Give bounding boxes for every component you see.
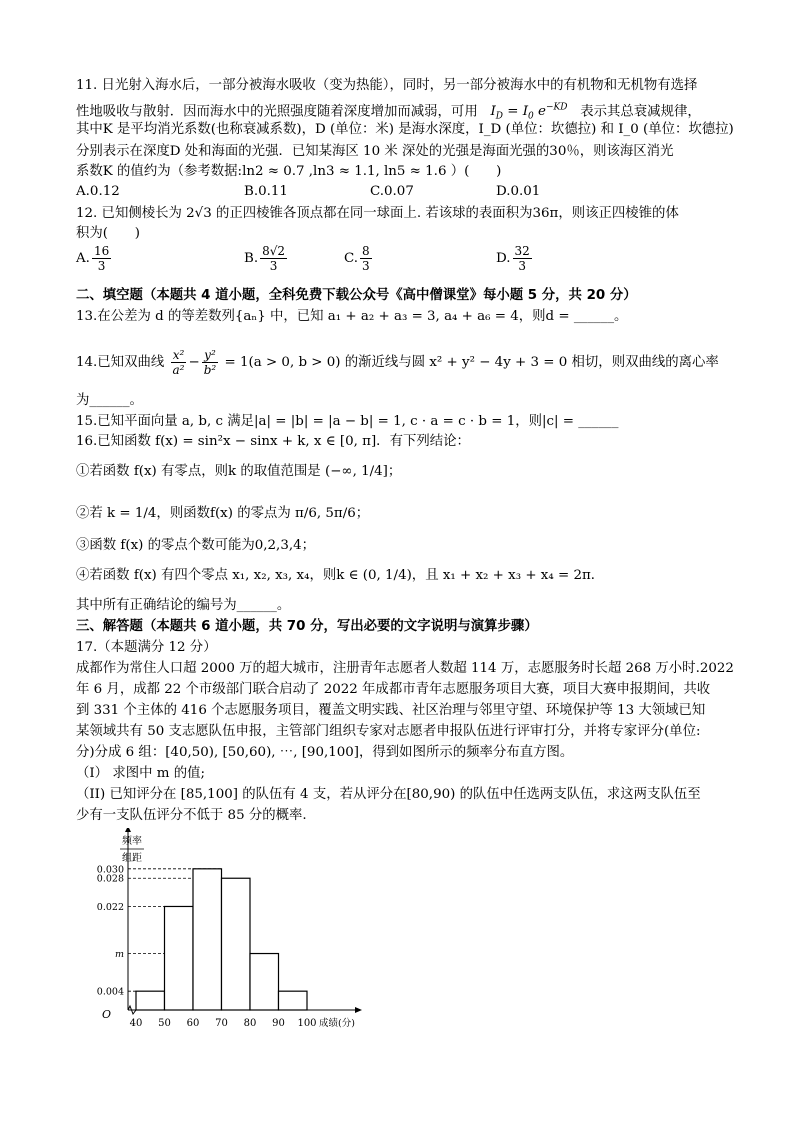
q16-c1: ①若函数 f(x) 有零点，则k 的取值范围是 (−∞, 1/4]； — [76, 464, 402, 479]
frequency-histogram — [90, 828, 390, 1028]
q17-part-ii-2: 少有一支队伍评分不低于 85 分的概率. — [76, 808, 307, 823]
q11-option-b: B.0.11 — [244, 184, 288, 199]
q11-option-c: C.0.07 — [370, 184, 414, 199]
q17-head: 17.（本题满分 12 分） — [76, 640, 217, 655]
origin-label: O — [102, 1008, 112, 1021]
q14-frac-x: $\frac{\text{x²}}{\text{a²}}$ — [172, 348, 185, 377]
q16-last: 其中所有正确结论的编号为______。 — [76, 598, 291, 613]
q12-option-c: C. $\frac{8}{3}$ — [344, 244, 370, 273]
q17-p1: 成都作为常住人口超 2000 万的超大城市，注册青年志愿者人数超 114 万，志愿服务时长超 268 万小时.2022 — [76, 661, 734, 676]
q17-p2: 年 6 月，成都 22 个市级部门联合启动了 2022 年成都市青年志愿服务项目大赛，项目大赛申报期间，共收 — [76, 682, 711, 697]
q11-formula: $I_D = I_0$ $e^{-KD}$ — [481, 103, 568, 123]
section3-heading: 三、解答题（本题共 6 道小题，共 70 分，写出必要的文字说明与演算步骤） — [76, 619, 538, 634]
q11-line5: 系数K 的值约为（参考数据:ln2 ≈ 0.7 ,ln3 ≈ 1.1, ln5 ≈ 1.6 ）( ) — [76, 164, 502, 179]
y-tick-label: 0.004 — [96, 986, 124, 998]
q16-c3: ③函数 f(x) 的零点个数可能为0,2,3,4； — [76, 538, 316, 553]
histogram-bar — [279, 991, 308, 1010]
q16-c4: ④若函数 f(x) 有四个零点 x₁, x₂, x₃, x₄，则k ∈ (0, 1/4)，且 x₁ + x₂ + x₃ + x₄ = 2π． — [76, 568, 605, 583]
y-tick-label: 0.028 — [96, 873, 124, 885]
q11-line2-tail: 表示其总衰减规律， — [580, 104, 701, 120]
q12-option-a: A. $\frac{16}{3}$ — [76, 244, 110, 273]
section2-heading: 二、填空题（本题共 4 道小题，全科免费下载公众号《高中僧课堂》每小题 5 分，共 20 分） — [76, 288, 637, 303]
q11-line2-text: 性地吸收与散射．因而海水中的光照强度随着深度增加而减弱，可用 — [76, 104, 478, 120]
q14-line2: 为______。 — [76, 393, 143, 408]
x-tick-label: 70 — [215, 1018, 228, 1028]
q12-line1: 12. 已知侧棱长为 2√3 的正四棱锥各顶点都在同一球面上. 若该球的表面积为36π，则该正四棱锥的体 — [76, 206, 679, 221]
y-tick-label: 0.022 — [96, 901, 124, 913]
q17-p5: 分)分成 6 组：[40,50), [50,60), ⋯, [90,100]，得到如图所示的频率分布直方图。 — [76, 745, 574, 760]
q11-option-d: D.0.01 — [496, 184, 541, 199]
q11-line3: 其中K 是平均消光系数(也称衰减系数)，D (单位：米) 是海水深度，I_D (单位：坎德拉) 和 I_0 (单位：坎德拉) — [76, 122, 734, 137]
histogram-bar — [222, 878, 251, 1010]
y-axis-arrow — [125, 828, 131, 832]
q14-frac-y: $\frac{\text{y²}}{\text{b²}}$ — [203, 348, 217, 377]
x-tick-label: 80 — [243, 1018, 257, 1028]
histogram-bar — [165, 906, 194, 1010]
q12-option-b: B. $\frac{8√2}{3}$ — [244, 244, 286, 273]
q11-option-a: A.0.12 — [76, 184, 120, 199]
x-tick-label: 50 — [158, 1018, 171, 1028]
q17-p4: 某领域共有 50 支志愿队伍申报，主管部门组织专家对志愿者申报队伍进行评审打分，并将专家评分(单位: — [76, 724, 701, 739]
x-tick-label: 100 — [297, 1018, 317, 1028]
y-tick-label: m — [114, 949, 124, 961]
y-tick-label: 0.030 — [96, 864, 124, 876]
q11-line1: 11. 日光射入海水后，一部分被海水吸收（变为热能），同时，另一部分被海水中的有机物和无机物有选择 — [76, 78, 698, 93]
y-label-top: 频率 — [122, 836, 142, 847]
q12-line2: 积为( ) — [76, 226, 141, 241]
q13: 13.在公差为 d 的等差数列{aₙ} 中，已知 a₁ + a₂ + a₃ = 3, a₄ + a₆ = 4，则d = ______。 — [76, 309, 628, 324]
x-tick-label: 90 — [272, 1018, 285, 1028]
y-label-bottom: 组距 — [122, 853, 142, 864]
q12-option-d: D. $\frac{32}{3}$ — [496, 244, 530, 273]
x-axis-arrow — [355, 1007, 362, 1013]
histogram-bar — [136, 991, 165, 1010]
q11-line4: 分别表示在深度D 处和海面的光强．已知某海区 10 米 深处的光强是海面光强的30％，则该海区消光 — [76, 144, 674, 159]
x-tick-label: 40 — [129, 1018, 143, 1028]
q14-line1: 14.已知双曲线 $\frac{\text{x²}}{\text{a²}}$ − $\frac{\text{y²}}{\text{b²}}$ = 1(a > 0, b > 0) 的渐近线与圆 x² + y² − 4y + 3 = 0 相切，则双曲线的离心率 — [76, 348, 719, 377]
histogram-bar — [250, 954, 279, 1010]
q16-line1: 16.已知函数 f(x) = sin²x − sinx + k, x ∈ [0, π]．有下列结论： — [76, 434, 470, 449]
q15: 15.已知平面向量 a, b, c 满足|a| = |b| = |a − b| = 1, c · a = c · b = 1，则|c| = ______ — [76, 414, 619, 429]
histogram-bar — [193, 869, 222, 1010]
q17-part-ii-1: （II) 已知评分在 [85,100] 的队伍有 4 支，若从评分在[80,90) 的队伍中任选两支队伍，求这两支队伍至 — [76, 787, 701, 802]
x-axis-label: 成绩(分) — [319, 1018, 355, 1028]
x-tick-label: 60 — [186, 1018, 200, 1028]
q17-part-i: （I） 求图中 m 的值; — [76, 766, 206, 781]
q17-p3: 到 331 个主体的 416 个志愿服务项目，覆盖文明实践、社区治理与邻里守望、环境保护等 13 大领域已知 — [76, 703, 706, 718]
q16-c2: ②若 k = 1/4，则函数f(x) 的零点为 π/6, 5π/6； — [76, 506, 370, 521]
